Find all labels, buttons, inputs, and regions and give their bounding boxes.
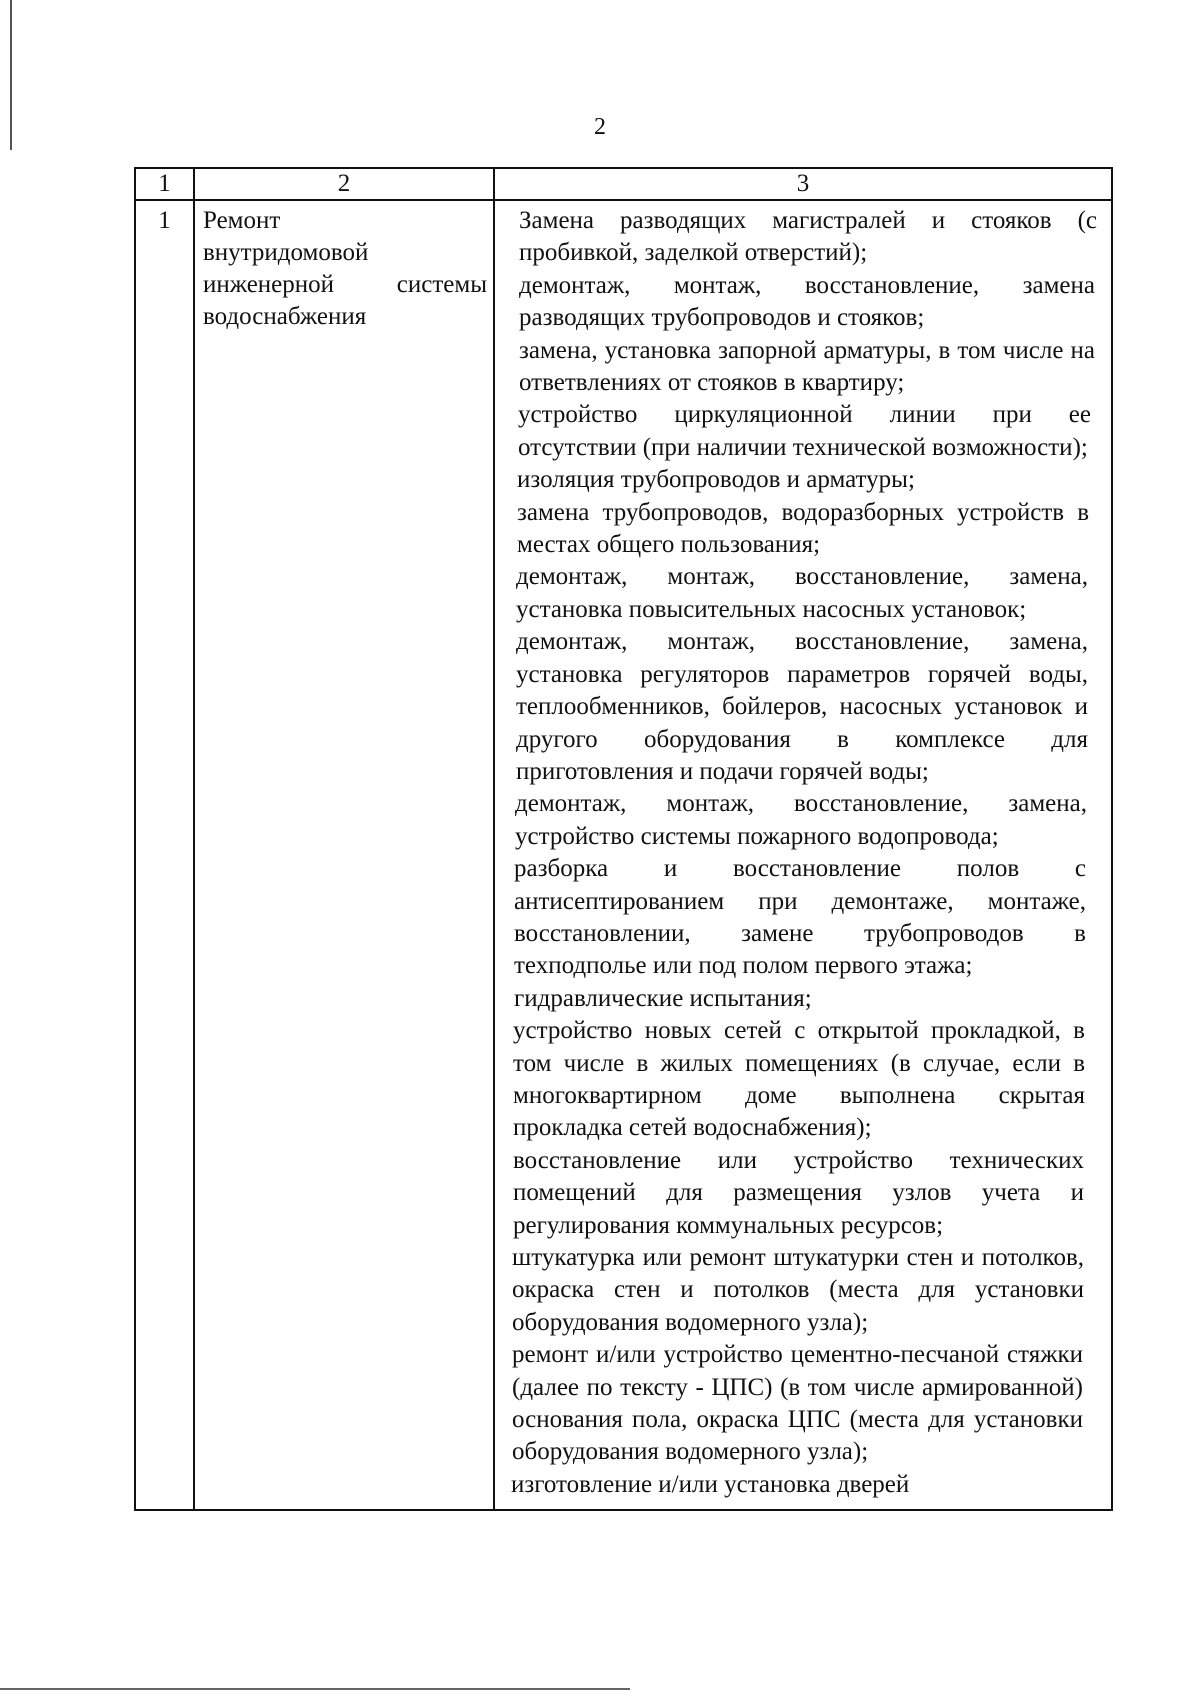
work-item: демонтаж, монтаж, восстановление, замена, установка регуляторов параметров горячей воды, теплообменников, бойлеров, насосных установок и другого оборудования в комплексе для приготовления и подачи горячей воды; xyxy=(516,628,1088,785)
header-cell-1: 1 xyxy=(135,168,194,200)
works-table xyxy=(134,167,1113,1511)
work-item: штукатурка или ремонт штукатурки стен и потолков, окраска стен и потолков (места для установки оборудования водомерного узла); xyxy=(512,1244,1084,1336)
work-item: гидравлические испытания; xyxy=(514,984,812,1012)
work-item: замена трубопроводов, водоразборных устройств в местах общего пользования; xyxy=(517,498,1089,559)
header-cell-3: 3 xyxy=(494,168,1112,200)
row-name-cell xyxy=(194,200,494,1510)
page-number: 2 xyxy=(594,114,606,140)
work-item: демонтаж, монтаж, восстановление, замена, устройство системы пожарного водопровода; xyxy=(515,790,1087,850)
work-item: восстановление или устройство технических помещений для размещения узлов учета и регулирования коммунальных ресурсов; xyxy=(513,1146,1084,1239)
work-item: изготовление и/или установка дверей xyxy=(511,1470,910,1498)
header-cell-2: 2 xyxy=(194,168,494,200)
row-works-cell xyxy=(494,200,1112,1510)
row-name-line: Ремонт xyxy=(203,207,281,234)
work-item: изоляция трубопроводов и арматуры; xyxy=(517,466,915,494)
row-name-line: внутридомовой xyxy=(203,239,369,266)
work-item: устройство новых сетей с открытой прокладкой, в том числе в жилых помещениях (в случае, если в многоквартирном доме выполнена скрытая прокладка сетей водоснабжения); xyxy=(513,1017,1085,1142)
table-header-row xyxy=(135,168,1112,200)
table-row xyxy=(135,200,1112,1510)
work-item: демонтаж, монтаж, восстановление, замена, установка повысительных насосных установок; xyxy=(516,563,1088,623)
work-item: устройство циркуляционной линии при ее отсутствии (при наличии технической возможности); xyxy=(518,401,1091,461)
work-item: замена, установка запорной арматуры, в том числе на ответвлениях от стояков в квартиру; xyxy=(519,336,1095,397)
row-name-line: водоснабжения xyxy=(203,303,367,330)
work-item: разборка и восстановление полов с антисептированием при демонтаже, монтаже, восстановлении, замене трубопроводов в техподполье или под полом первого этажа; xyxy=(514,855,1086,980)
scan-border-bottom xyxy=(0,1688,630,1690)
row-name-line: инженерной системы xyxy=(203,271,487,298)
work-item: ремонт и/или устройство цементно-песчаной стяжки (далее по тексту - ЦПС) (в том числе армированной) основания пола, окраска ЦПС (места для установки оборудования водомерного узла); xyxy=(512,1341,1083,1466)
work-item: Замена разводящих магистралей и стояков (с пробивкой, заделкой отверстий); xyxy=(519,207,1097,267)
work-item: демонтаж, монтаж, восстановление, замена разводящих трубопроводов и стояков; xyxy=(519,271,1095,332)
row-number-cell: 1 xyxy=(135,200,194,1510)
works-list xyxy=(495,205,1111,1501)
